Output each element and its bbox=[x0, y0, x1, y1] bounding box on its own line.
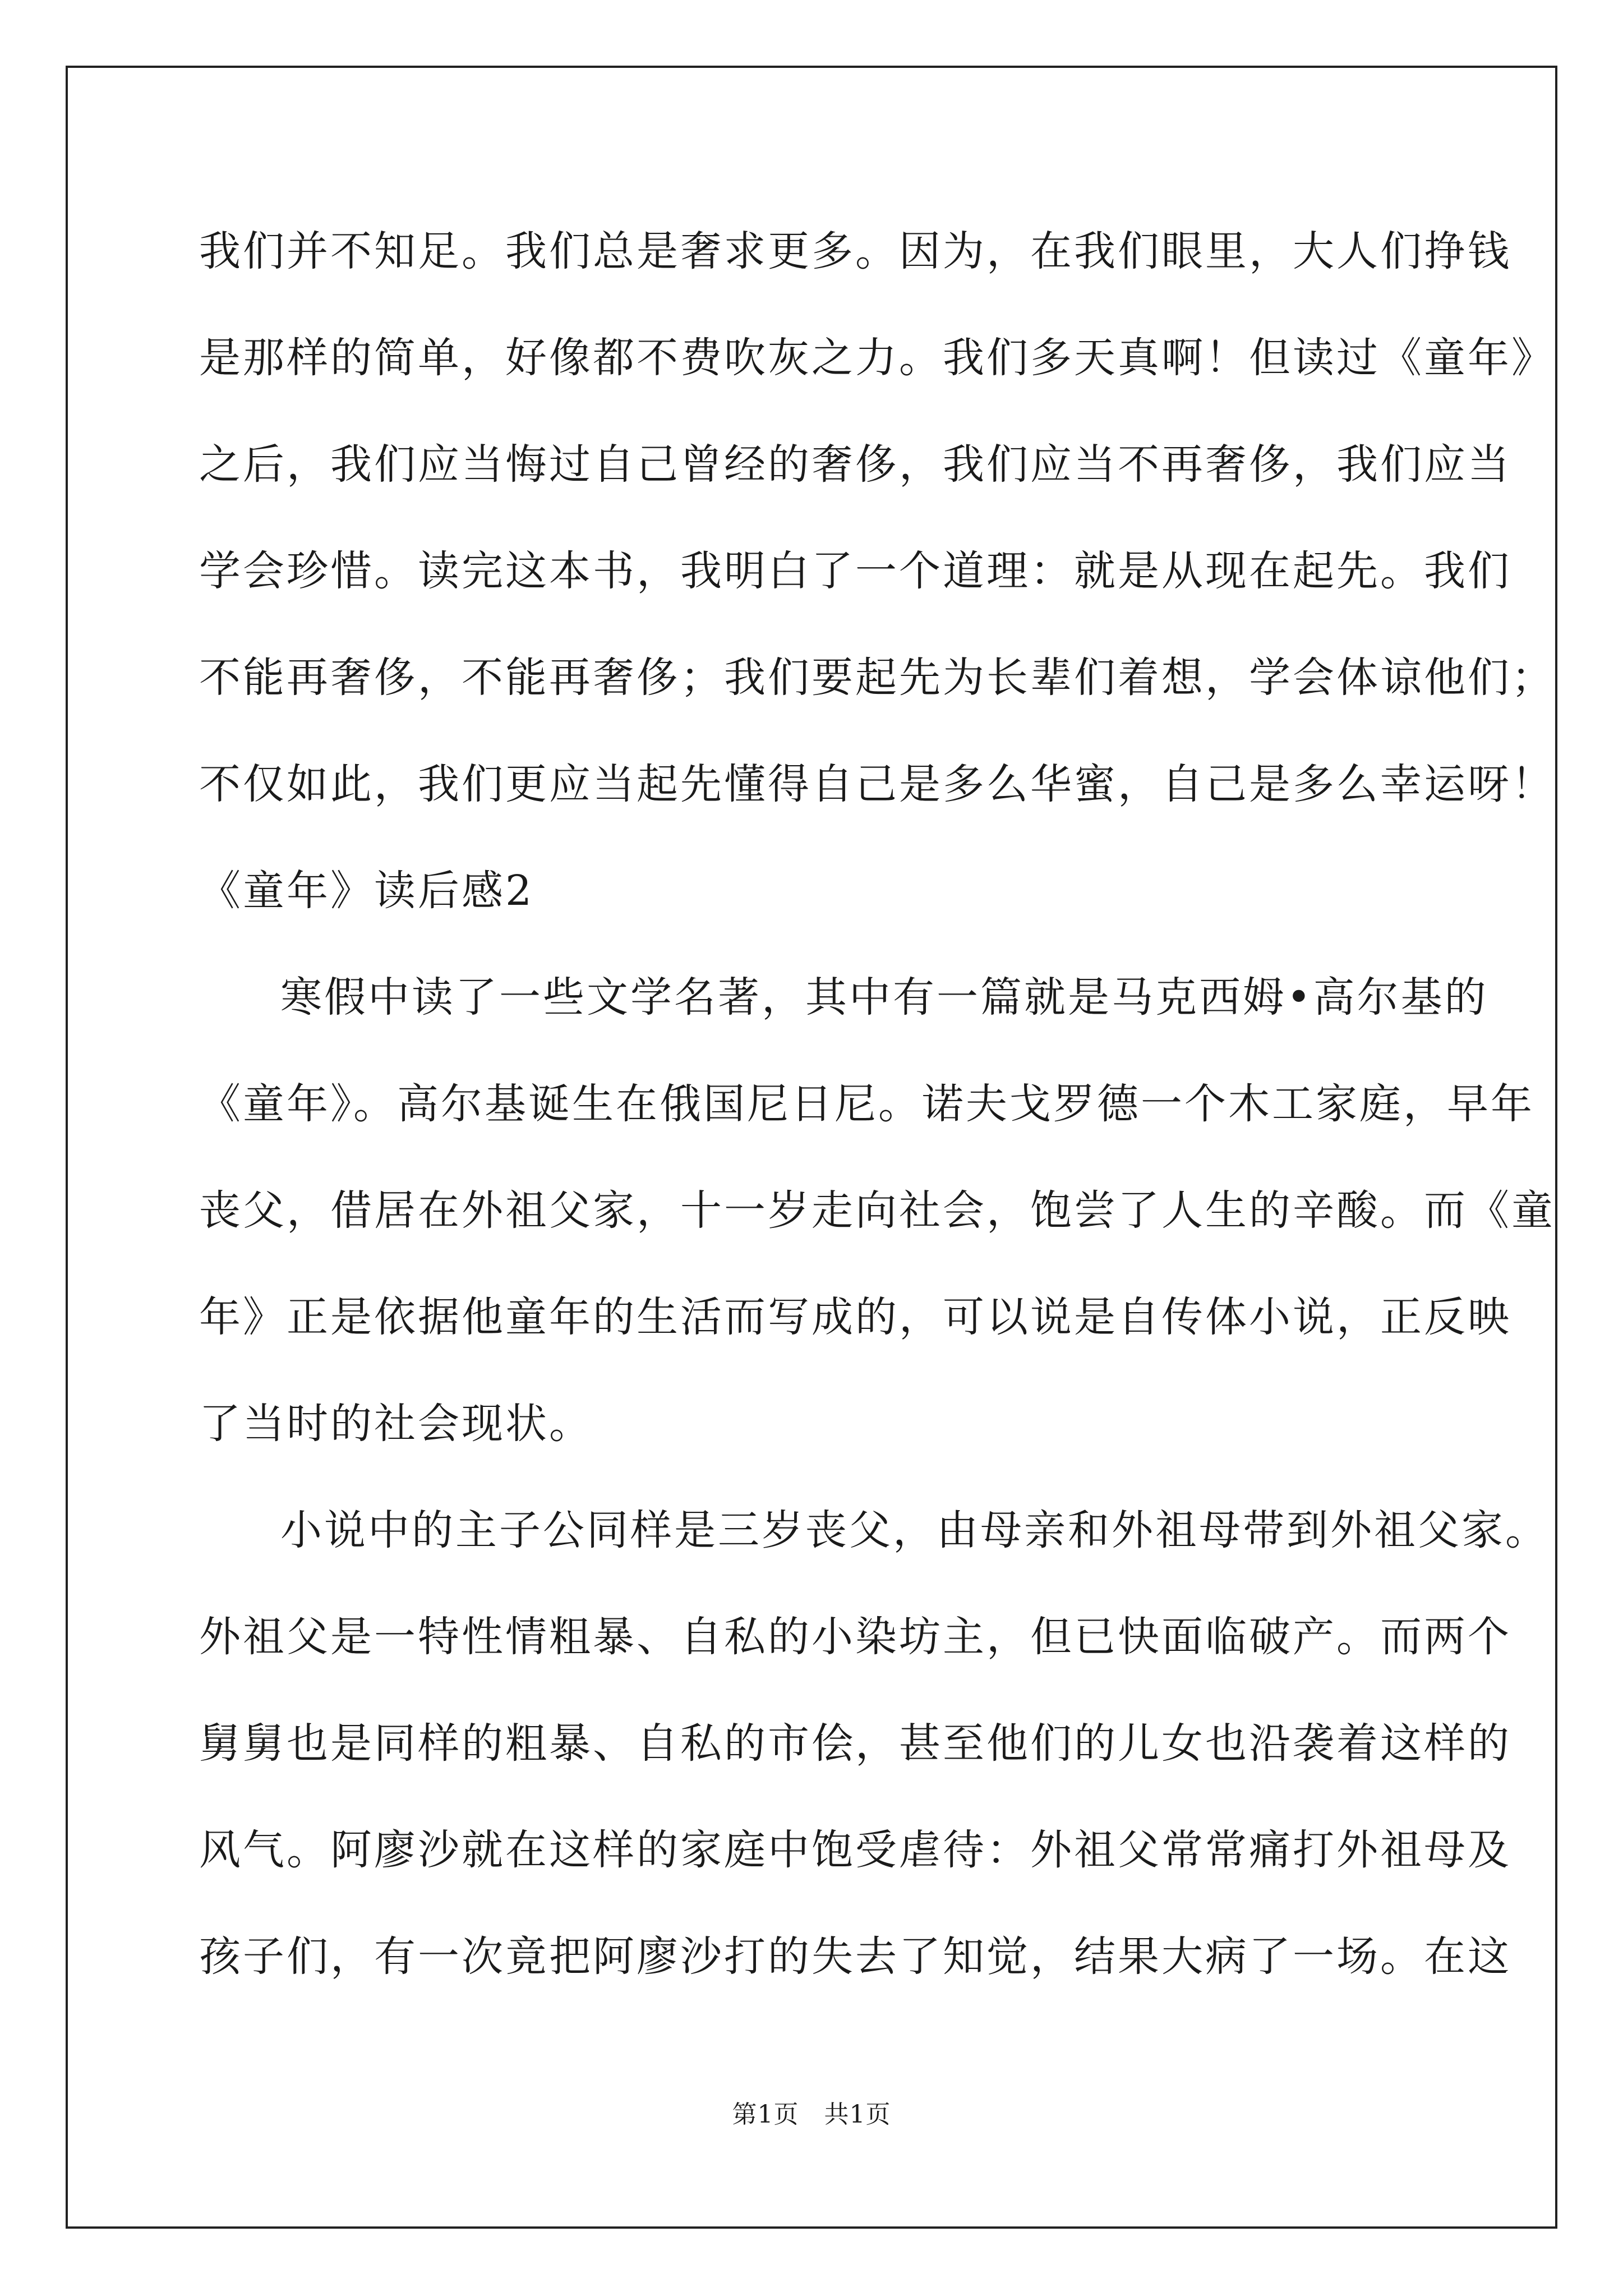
section-heading: 《童年》读后感2 bbox=[199, 867, 534, 915]
paragraph-line: 丧父，借居在外祖父家，十一岁走向社会，饱尝了人生的辛酸。而《童 bbox=[199, 1186, 1555, 1235]
paragraph-line: 不能再奢侈，不能再奢侈；我们要起先为长辈们着想，学会体谅他们； bbox=[199, 654, 1555, 702]
paragraph-line: 寒假中读了一些文学名著，其中有一篇就是马克西姆•高尔基的 bbox=[280, 973, 1488, 1022]
paragraph-line: 孩子们，有一次竟把阿廖沙打的失去了知觉，结果大病了一场。在这 bbox=[199, 1932, 1511, 1981]
page-number-footer: 第1页 共1页 bbox=[732, 2100, 891, 2129]
paragraph-line: 《童年》。高尔基诞生在俄国尼日尼。诺夫戈罗德一个木工家庭，早年 bbox=[199, 1080, 1534, 1128]
paragraph-line: 之后，我们应当悔过自己曾经的奢侈，我们应当不再奢侈，我们应当 bbox=[199, 440, 1511, 489]
paragraph-line: 舅舅也是同样的粗暴、自私的市侩，甚至他们的儿女也沿袭着这样的 bbox=[199, 1719, 1511, 1768]
paragraph-line: 外祖父是一特性情粗暴、自私的小染坊主，但已快面临破产。而两个 bbox=[199, 1613, 1511, 1661]
paragraph-line: 学会珍惜。读完这本书，我明白了一个道理：就是从现在起先。我们 bbox=[199, 547, 1511, 595]
paragraph-line: 小说中的主子公同样是三岁丧父，由母亲和外祖母带到外祖父家。 bbox=[280, 1506, 1549, 1554]
paragraph-line: 我们并不知足。我们总是奢求更多。因为，在我们眼里，大人们挣钱 bbox=[199, 227, 1511, 275]
paragraph-line: 不仅如此，我们更应当起先懂得自己是多么华蜜，自己是多么幸运呀！ bbox=[199, 760, 1555, 808]
paragraph-line: 风气。阿廖沙就在这样的家庭中饱受虐待：外祖父常常痛打外祖母及 bbox=[199, 1826, 1511, 1874]
paragraph-line: 了当时的社会现状。 bbox=[199, 1400, 593, 1448]
paragraph-line: 年》正是依据他童年的生活而写成的，可以说是自传体小说，正反映 bbox=[199, 1293, 1511, 1341]
paragraph-line: 是那样的简单，好像都不费吹灰之力。我们多天真啊！但读过《童年》 bbox=[199, 334, 1555, 382]
